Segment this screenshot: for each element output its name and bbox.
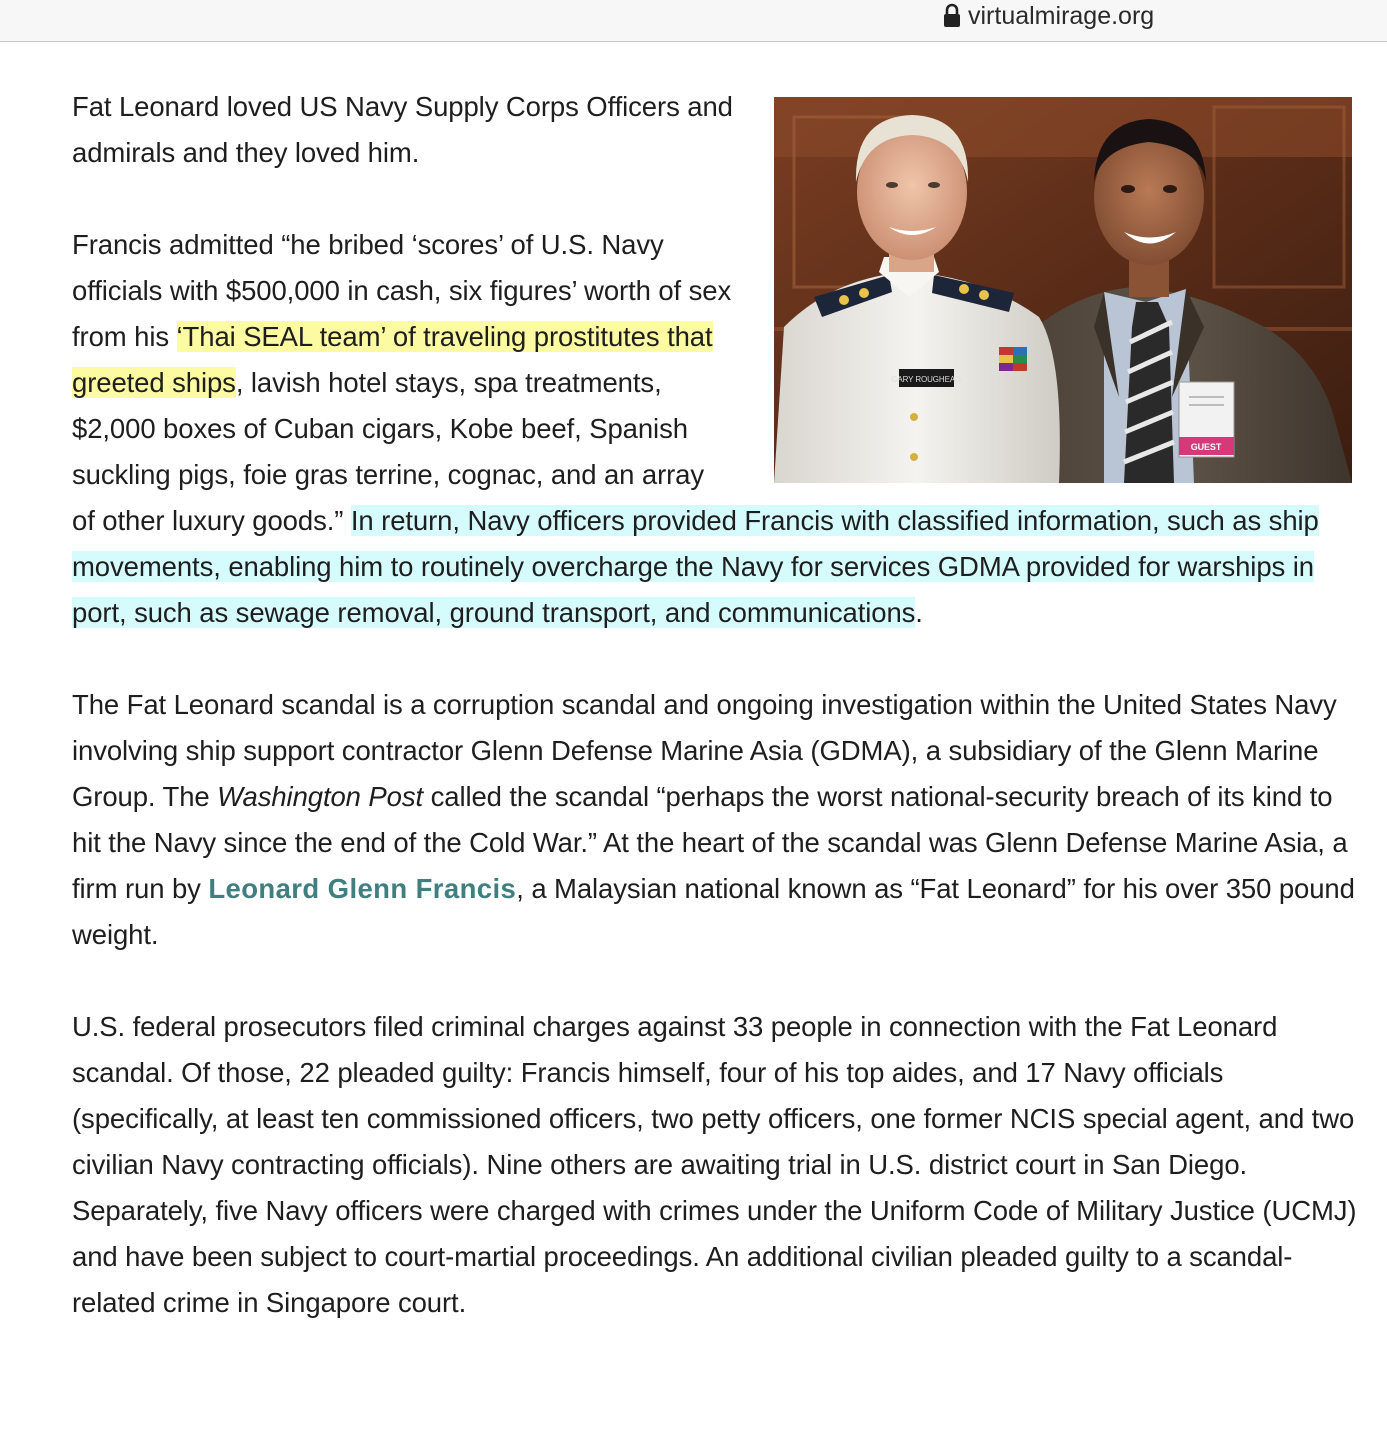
yellow-highlight: ‘Thai SEAL team’ of traveling prostitutes that greeted ships <box>72 321 713 398</box>
photo-admiral-and-francis <box>774 97 1352 483</box>
p3-text-start: The Fat Leonard scandal is a corruption scandal and ongoing investigation within the United States Navy involving ship support contractor Glenn Defense Marine Asia (GDMA), a subsidiary of the Glenn Marine Group. The <box>72 689 1337 812</box>
p3-text-middle: called the scandal “perhaps the worst national-security breach of its kind to hit the Navy since the end of the Cold War.” At the heart of the scandal was Glenn Defense Marine Asia, a firm run by <box>72 781 1348 904</box>
paragraph-3 <box>72 682 1362 958</box>
leonard-glenn-francis-link[interactable]: Leonard Glenn Francis <box>208 873 517 904</box>
article-body <box>72 84 1362 1372</box>
paragraph-4 <box>72 1004 1362 1326</box>
p2-text-start: Francis admitted “he bribed ‘scores’ of U.S. Navy officials with $500,000 in cash, six figures’ worth of sex from his <box>72 229 732 352</box>
url-display[interactable] <box>942 2 1154 30</box>
paragraph-4-text: U.S. federal prosecutors filed criminal charges against 33 people in connection with the Fat Leonard scandal. Of those, 22 pleaded guilty: Francis himself, four of his top aides, and 17 Navy officials (specifically, at least ten commissioned officers, two petty officers, one former NCIS special agent, and two civilian Navy contracting officials). Nine others are awaiting trial in U.S. district court in San Diego. Separately, five Navy officers were charged with crimes under the Uniform Code of Military Justice (UCMJ) and have been subject to court-martial proceedings. An additional civilian pleaded guilty to a scandal-related crime in Singapore court. <box>72 1011 1357 1318</box>
p2-text-end: . <box>915 597 923 628</box>
name-tag-text: GARY ROUGHEAD <box>891 375 961 384</box>
url-text: virtualmirage.org <box>968 1 1155 30</box>
lock-icon <box>942 3 962 29</box>
browser-address-bar[interactable] <box>0 0 1387 42</box>
cyan-highlight: In return, Navy officers provided Francis with classified information, such as ship movements, enabling him to routinely overcharge the Navy for services GDMA provided for warships in port, such as sewage removal, ground transport, and communications <box>72 505 1319 628</box>
p2-text-middle: , lavish hotel stays, spa treatments, $2,000 boxes of Cuban cigars, Kobe beef, Spanish suckling pigs, foie gras terrine, cognac, and an array of other luxury goods.” <box>72 367 705 536</box>
p3-text-end: , a Malaysian national known as “Fat Leonard” for his over 350 pound weight. <box>72 873 1355 950</box>
paragraph-1-text: Fat Leonard loved US Navy Supply Corps Officers and admirals and they loved him. <box>72 91 733 168</box>
article-photo <box>774 97 1352 483</box>
publication-name: Washington Post <box>217 781 424 812</box>
badge-text: GUEST <box>1190 442 1222 452</box>
